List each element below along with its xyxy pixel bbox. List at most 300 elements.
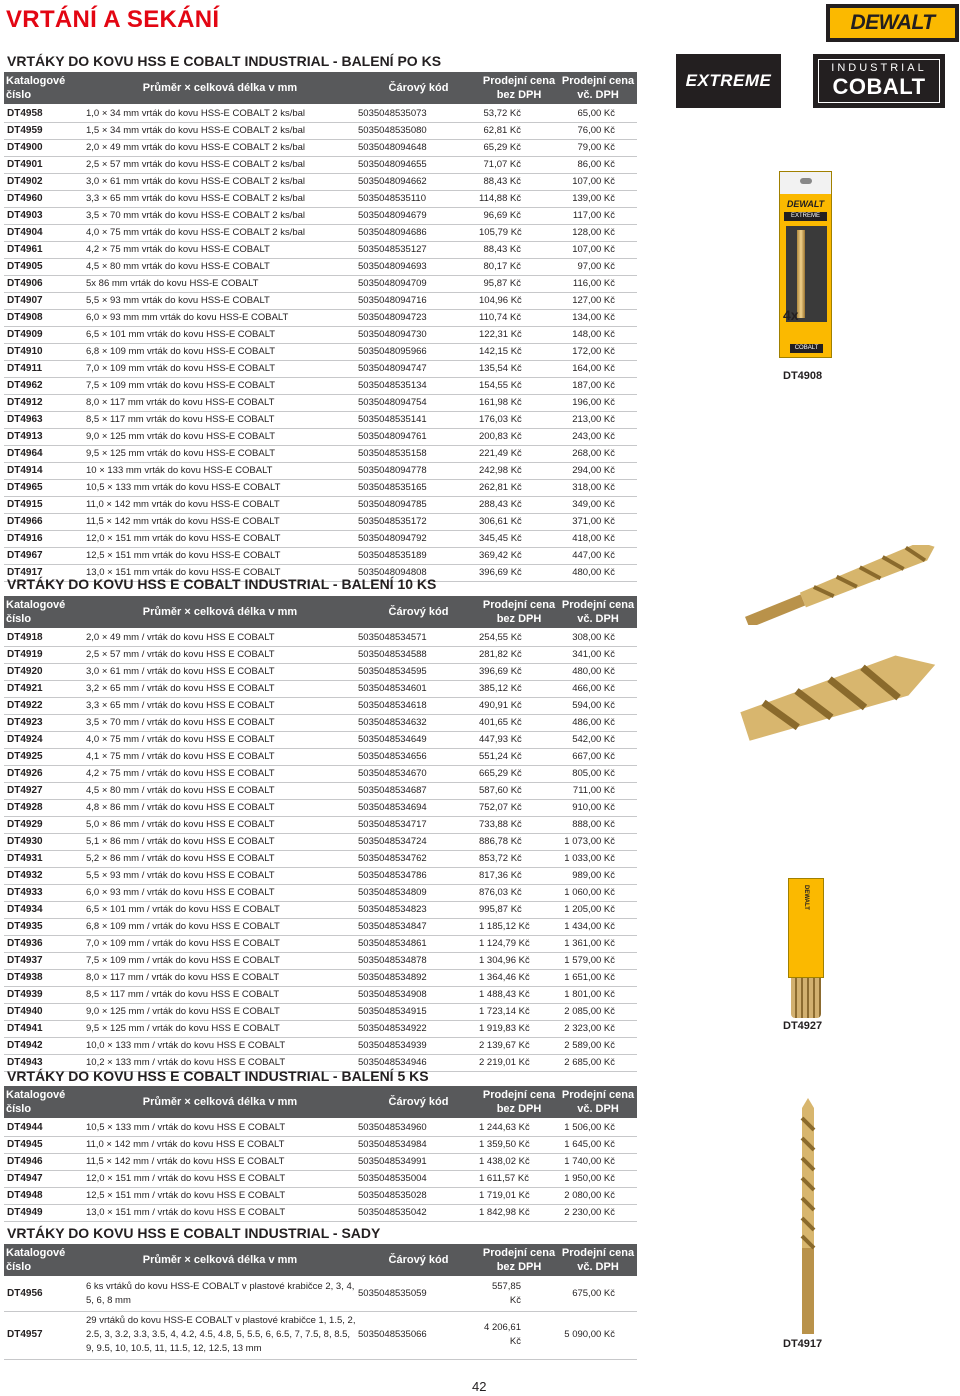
price-with-vat: 542,00 Kč xyxy=(559,732,637,749)
barcode: 5035048094723 xyxy=(358,310,479,327)
catalog-number: DT4934 xyxy=(4,902,82,919)
table-row xyxy=(4,208,637,225)
table-row xyxy=(4,647,637,664)
product-description: 3,5 × 70 mm / vrták do kovu HSS E COBALT xyxy=(82,715,358,732)
col-header-price-vat: Prodejní cena vč. DPH xyxy=(559,596,637,629)
price-with-vat: 65,00 Kč xyxy=(559,105,637,123)
price-with-vat: 268,00 Kč xyxy=(559,446,637,463)
price-with-vat: 371,00 Kč xyxy=(559,514,637,531)
product-table xyxy=(4,1244,637,1360)
table-row xyxy=(4,463,637,480)
catalog-number: DT4916 xyxy=(4,531,82,548)
table-row xyxy=(4,698,637,715)
price-without-vat: 254,55 Kč xyxy=(479,629,559,647)
long-drill-bit-image xyxy=(784,1098,834,1336)
price-without-vat: 88,43 Kč xyxy=(479,242,559,259)
barcode: 5035048534960 xyxy=(358,1119,479,1137)
product-description: 10,5 × 133 mm vrták do kovu HSS-E COBALT xyxy=(82,480,358,497)
product-description: 3,3 × 65 mm / vrták do kovu HSS E COBALT xyxy=(82,698,358,715)
col-header-barcode: Čárový kód xyxy=(358,1086,479,1119)
table-row xyxy=(4,327,637,344)
price-without-vat: 105,79 Kč xyxy=(479,225,559,242)
price-with-vat: 447,00 Kč xyxy=(559,548,637,565)
catalog-number: DT4945 xyxy=(4,1137,82,1154)
price-with-vat: 805,00 Kč xyxy=(559,766,637,783)
catalog-number: DT4927 xyxy=(4,783,82,800)
barcode: 5035048535158 xyxy=(358,446,479,463)
table-row xyxy=(4,395,637,412)
price-without-vat: 88,43 Kč xyxy=(479,174,559,191)
product-description: 6,8 × 109 mm / vrták do kovu HSS E COBALT xyxy=(82,919,358,936)
price-without-vat: 1 364,46 Kč xyxy=(479,970,559,987)
barcode: 5035048094648 xyxy=(358,140,479,157)
price-without-vat: 490,91 Kč xyxy=(479,698,559,715)
barcode: 5035048534717 xyxy=(358,817,479,834)
price-with-vat: 134,00 Kč xyxy=(559,310,637,327)
price-with-vat: 1 073,00 Kč xyxy=(559,834,637,851)
catalog-number: DT4931 xyxy=(4,851,82,868)
col-header-barcode: Čárový kód xyxy=(358,1244,479,1277)
barcode: 5035048094662 xyxy=(358,174,479,191)
product-table xyxy=(4,596,637,1072)
table-row xyxy=(4,514,637,531)
price-with-vat: 418,00 Kč xyxy=(559,531,637,548)
price-without-vat: 122,31 Kč xyxy=(479,327,559,344)
catalog-number: DT4913 xyxy=(4,429,82,446)
price-without-vat: 396,69 Kč xyxy=(479,565,559,582)
barcode: 5035048094709 xyxy=(358,276,479,293)
catalog-number: DT4947 xyxy=(4,1171,82,1188)
catalog-number: DT4926 xyxy=(4,766,82,783)
catalog-number: DT4933 xyxy=(4,885,82,902)
price-without-vat: 1 304,96 Kč xyxy=(479,953,559,970)
catalog-number: DT4935 xyxy=(4,919,82,936)
table-row xyxy=(4,1038,637,1055)
catalog-number: DT4939 xyxy=(4,987,82,1004)
price-with-vat: 2 230,00 Kč xyxy=(559,1205,637,1222)
product-description: 9,0 × 125 mm / vrták do kovu HSS E COBALT xyxy=(82,1004,358,1021)
table-row xyxy=(4,1154,637,1171)
price-without-vat: 876,03 Kč xyxy=(479,885,559,902)
price-without-vat: 104,96 Kč xyxy=(479,293,559,310)
price-without-vat: 306,61 Kč xyxy=(479,514,559,531)
table-row xyxy=(4,783,637,800)
barcode: 5035048094792 xyxy=(358,531,479,548)
drill-bit-package-image: DEWALT EXTREME 4x COBALT xyxy=(779,171,832,358)
price-without-vat: 2 219,01 Kč xyxy=(479,1055,559,1072)
barcode: 5035048094693 xyxy=(358,259,479,276)
price-with-vat: 107,00 Kč xyxy=(559,174,637,191)
table-row xyxy=(4,361,637,378)
product-description: 6,0 × 93 mm mm vrták do kovu HSS-E COBALT xyxy=(82,310,358,327)
catalog-number: DT4949 xyxy=(4,1205,82,1222)
product-description: 3,0 × 61 mm vrták do kovu HSS-E COBALT 2 ks/bal xyxy=(82,174,358,191)
table-row xyxy=(4,1188,637,1205)
barcode: 5035048535110 xyxy=(358,191,479,208)
table-row xyxy=(4,1004,637,1021)
price-with-vat: 196,00 Kč xyxy=(559,395,637,412)
barcode: 5035048534649 xyxy=(358,732,479,749)
product-description: 5,0 × 86 mm / vrták do kovu HSS E COBALT xyxy=(82,817,358,834)
catalog-number: DT4957 xyxy=(4,1312,82,1360)
barcode: 5035048534939 xyxy=(358,1038,479,1055)
product-description: 7,0 × 109 mm vrták do kovu HSS-E COBALT xyxy=(82,361,358,378)
price-without-vat: 345,45 Kč xyxy=(479,531,559,548)
table-row xyxy=(4,1277,637,1312)
product-table xyxy=(4,1086,637,1222)
price-without-vat: 817,36 Kč xyxy=(479,868,559,885)
col-header-code: Katalogové číslo xyxy=(4,1086,82,1119)
price-without-vat: 1 919,83 Kč xyxy=(479,1021,559,1038)
barcode: 5035048534946 xyxy=(358,1055,479,1072)
price-without-vat: 114,88 Kč xyxy=(479,191,559,208)
table-row xyxy=(4,987,637,1004)
barcode: 5035048534878 xyxy=(358,953,479,970)
product-description: 29 vrtáků do kovu HSS-E COBALT v plastové krabičce 1, 1.5, 2, 2.5, 3, 3.2, 3.3, 3.5, 4, 4.2, 4.5, 4.8, 5, 5.5, 6, 6.5, 7, 7.5, 8, 8.5, 9, 9.5, 10, 10.5, 11, 11.5, 12, 12.5, 13 mm xyxy=(82,1312,358,1360)
product-description: 10,5 × 133 mm / vrták do kovu HSS E COBALT xyxy=(82,1119,358,1137)
price-with-vat: 107,00 Kč xyxy=(559,242,637,259)
col-header-code: Katalogové číslo xyxy=(4,1244,82,1277)
col-header-desc: Průměr × celková délka v mm xyxy=(82,72,358,105)
price-without-vat: 176,03 Kč xyxy=(479,412,559,429)
price-with-vat: 164,00 Kč xyxy=(559,361,637,378)
price-with-vat: 1 801,00 Kč xyxy=(559,987,637,1004)
table-row xyxy=(4,259,637,276)
price-without-vat: 1 438,02 Kč xyxy=(479,1154,559,1171)
price-without-vat: 1 185,12 Kč xyxy=(479,919,559,936)
product-description: 6,5 × 101 mm vrták do kovu HSS-E COBALT xyxy=(82,327,358,344)
catalog-number: DT4930 xyxy=(4,834,82,851)
barcode: 5035048094747 xyxy=(358,361,479,378)
product-description: 2,0 × 49 mm vrták do kovu HSS-E COBALT 2 ks/bal xyxy=(82,140,358,157)
catalog-number: DT4956 xyxy=(4,1277,82,1312)
table-row xyxy=(4,446,637,463)
barcode: 5035048534571 xyxy=(358,629,479,647)
price-with-vat: 594,00 Kč xyxy=(559,698,637,715)
table-row xyxy=(4,548,637,565)
product-description: 2,0 × 49 mm / vrták do kovu HSS E COBALT xyxy=(82,629,358,647)
barcode: 5035048535059 xyxy=(358,1277,479,1312)
catalog-number: DT4961 xyxy=(4,242,82,259)
product-description: 11,0 × 142 mm / vrták do kovu HSS E COBALT xyxy=(82,1137,358,1154)
page-title: VRTÁNÍ A SEKÁNÍ xyxy=(6,6,220,33)
table-row xyxy=(4,681,637,698)
table-row xyxy=(4,715,637,732)
price-without-vat: 853,72 Kč xyxy=(479,851,559,868)
table-header-row xyxy=(4,1244,637,1277)
product-description: 10,0 × 133 mm / vrták do kovu HSS E COBALT xyxy=(82,1038,358,1055)
barcode: 5035048534762 xyxy=(358,851,479,868)
price-without-vat: 752,07 Kč xyxy=(479,800,559,817)
table-header-row xyxy=(4,596,637,629)
barcode: 5035048534656 xyxy=(358,749,479,766)
product-description: 5,5 × 93 mm / vrták do kovu HSS E COBALT xyxy=(82,868,358,885)
price-without-vat: 447,93 Kč xyxy=(479,732,559,749)
price-without-vat: 288,43 Kč xyxy=(479,497,559,514)
product-description: 4,8 × 86 mm / vrták do kovu HSS E COBALT xyxy=(82,800,358,817)
price-without-vat: 71,07 Kč xyxy=(479,157,559,174)
barcode: 5035048094655 xyxy=(358,157,479,174)
price-with-vat: 1 950,00 Kč xyxy=(559,1171,637,1188)
catalog-number: DT4923 xyxy=(4,715,82,732)
table-row xyxy=(4,242,637,259)
price-without-vat: 262,81 Kč xyxy=(479,480,559,497)
barcode: 5035048534694 xyxy=(358,800,479,817)
product-description: 4,1 × 75 mm / vrták do kovu HSS E COBALT xyxy=(82,749,358,766)
product-description: 11,5 × 142 mm vrták do kovu HSS-E COBALT xyxy=(82,514,358,531)
price-without-vat: 161,98 Kč xyxy=(479,395,559,412)
price-without-vat: 665,29 Kč xyxy=(479,766,559,783)
col-header-desc: Průměr × celková délka v mm xyxy=(82,1244,358,1277)
price-without-vat: 369,42 Kč xyxy=(479,548,559,565)
barcode: 5035048534991 xyxy=(358,1154,479,1171)
catalog-number: DT4960 xyxy=(4,191,82,208)
price-with-vat: 667,00 Kč xyxy=(559,749,637,766)
price-with-vat: 2 589,00 Kč xyxy=(559,1038,637,1055)
catalog-number: DT4914 xyxy=(4,463,82,480)
col-header-price-net: Prodejní cena bez DPH xyxy=(479,1086,559,1119)
barcode: 5035048095966 xyxy=(358,344,479,361)
price-with-vat: 243,00 Kč xyxy=(559,429,637,446)
table-row xyxy=(4,157,637,174)
barcode: 5035048534892 xyxy=(358,970,479,987)
price-with-vat: 1 651,00 Kč xyxy=(559,970,637,987)
catalog-number: DT4941 xyxy=(4,1021,82,1038)
barcode: 5035048534823 xyxy=(358,902,479,919)
barcode: 5035048535189 xyxy=(358,548,479,565)
catalog-number: DT4900 xyxy=(4,140,82,157)
product-description: 13,0 × 151 mm vrták do kovu HSS-E COBALT xyxy=(82,565,358,582)
col-header-price-vat: Prodejní cena vč. DPH xyxy=(559,1244,637,1277)
product-description: 4,0 × 75 mm / vrták do kovu HSS E COBALT xyxy=(82,732,358,749)
barcode: 5035048094778 xyxy=(358,463,479,480)
product-description: 13,0 × 151 mm / vrták do kovu HSS E COBALT xyxy=(82,1205,358,1222)
product-description: 6,5 × 101 mm / vrták do kovu HSS E COBALT xyxy=(82,902,358,919)
table-row xyxy=(4,105,637,123)
price-without-vat: 2 139,67 Kč xyxy=(479,1038,559,1055)
product-description: 3,2 × 65 mm / vrták do kovu HSS E COBALT xyxy=(82,681,358,698)
catalog-number: DT4915 xyxy=(4,497,82,514)
barcode: 5035048094730 xyxy=(358,327,479,344)
image-caption: DT4908 xyxy=(783,370,823,382)
catalog-number: DT4964 xyxy=(4,446,82,463)
barcode: 5035048534724 xyxy=(358,834,479,851)
catalog-number: DT4902 xyxy=(4,174,82,191)
price-with-vat: 989,00 Kč xyxy=(559,868,637,885)
catalog-number: DT4903 xyxy=(4,208,82,225)
catalog-number: DT4912 xyxy=(4,395,82,412)
product-description: 8,0 × 117 mm / vrták do kovu HSS E COBALT xyxy=(82,970,358,987)
catalog-number: DT4948 xyxy=(4,1188,82,1205)
barcode: 5035048535141 xyxy=(358,412,479,429)
catalog-number: DT4962 xyxy=(4,378,82,395)
catalog-number: DT4932 xyxy=(4,868,82,885)
product-description: 9,5 × 125 mm vrták do kovu HSS-E COBALT xyxy=(82,446,358,463)
barcode: 5035048534595 xyxy=(358,664,479,681)
table-row xyxy=(4,868,637,885)
table-row xyxy=(4,378,637,395)
section-title: VRTÁKY DO KOVU HSS E COBALT INDUSTRIAL - BALENÍ 10 KS xyxy=(7,576,437,592)
product-description: 9,5 × 125 mm / vrták do kovu HSS E COBALT xyxy=(82,1021,358,1038)
price-without-vat: 62,81 Kč xyxy=(479,123,559,140)
price-with-vat: 318,00 Kč xyxy=(559,480,637,497)
price-without-vat: 65,29 Kč xyxy=(479,140,559,157)
price-without-vat: 1 719,01 Kč xyxy=(479,1188,559,1205)
price-with-vat: 2 080,00 Kč xyxy=(559,1188,637,1205)
drill-bit-image xyxy=(735,640,950,750)
price-without-vat: 1 124,79 Kč xyxy=(479,936,559,953)
barcode: 5035048534786 xyxy=(358,868,479,885)
barcode: 5035048534984 xyxy=(358,1137,479,1154)
price-without-vat: 396,69 Kč xyxy=(479,664,559,681)
barcode: 5035048534922 xyxy=(358,1021,479,1038)
price-with-vat: 79,00 Kč xyxy=(559,140,637,157)
table-row xyxy=(4,970,637,987)
price-with-vat: 888,00 Kč xyxy=(559,817,637,834)
price-without-vat: 1 359,50 Kč xyxy=(479,1137,559,1154)
table-row xyxy=(4,174,637,191)
price-without-vat: 281,82 Kč xyxy=(479,647,559,664)
product-description: 11,0 × 142 mm vrták do kovu HSS-E COBALT xyxy=(82,497,358,514)
price-with-vat: 1 740,00 Kč xyxy=(559,1154,637,1171)
table-row xyxy=(4,293,637,310)
image-caption: DT4927 xyxy=(783,1020,823,1032)
col-header-desc: Průměr × celková délka v mm xyxy=(82,596,358,629)
product-description: 8,5 × 117 mm / vrták do kovu HSS E COBALT xyxy=(82,987,358,1004)
table-row xyxy=(4,766,637,783)
price-with-vat: 1 434,00 Kč xyxy=(559,919,637,936)
barcode: 5035048094686 xyxy=(358,225,479,242)
price-with-vat: 910,00 Kč xyxy=(559,800,637,817)
price-without-vat: 200,83 Kč xyxy=(479,429,559,446)
price-without-vat: 385,12 Kč xyxy=(479,681,559,698)
price-without-vat: 242,98 Kč xyxy=(479,463,559,480)
product-description: 3,3 × 65 mm vrták do kovu HSS-E COBALT 2 ks/bal xyxy=(82,191,358,208)
barcode: 5035048535080 xyxy=(358,123,479,140)
barcode: 5035048535172 xyxy=(358,514,479,531)
barcode: 5035048534908 xyxy=(358,987,479,1004)
price-without-vat: 886,78 Kč xyxy=(479,834,559,851)
price-without-vat: 1 723,14 Kč xyxy=(479,1004,559,1021)
barcode: 5035048534618 xyxy=(358,698,479,715)
product-description: 8,5 × 117 mm vrták do kovu HSS-E COBALT xyxy=(82,412,358,429)
table-row xyxy=(4,1137,637,1154)
price-without-vat: 1 488,43 Kč xyxy=(479,987,559,1004)
table-row xyxy=(4,936,637,953)
price-without-vat: 95,87 Kč xyxy=(479,276,559,293)
price-with-vat: 308,00 Kč xyxy=(559,629,637,647)
table-header-row xyxy=(4,1086,637,1119)
price-without-vat: 80,17 Kč xyxy=(479,259,559,276)
catalog-number: DT4936 xyxy=(4,936,82,953)
catalog-number: DT4908 xyxy=(4,310,82,327)
table-row xyxy=(4,817,637,834)
product-description: 8,0 × 117 mm vrták do kovu HSS-E COBALT xyxy=(82,395,358,412)
product-description: 12,5 × 151 mm / vrták do kovu HSS E COBALT xyxy=(82,1188,358,1205)
price-with-vat: 1 033,00 Kč xyxy=(559,851,637,868)
price-with-vat: 116,00 Kč xyxy=(559,276,637,293)
table-row xyxy=(4,429,637,446)
barcode: 5035048535165 xyxy=(358,480,479,497)
price-with-vat: 187,00 Kč xyxy=(559,378,637,395)
catalog-number: DT4909 xyxy=(4,327,82,344)
product-description: 2,5 × 57 mm vrták do kovu HSS-E COBALT 2 ks/bal xyxy=(82,157,358,174)
price-with-vat: 1 060,00 Kč xyxy=(559,885,637,902)
table-row xyxy=(4,310,637,327)
catalog-number: DT4963 xyxy=(4,412,82,429)
price-with-vat: 1 361,00 Kč xyxy=(559,936,637,953)
table-row xyxy=(4,1171,637,1188)
catalog-number: DT4929 xyxy=(4,817,82,834)
catalog-number: DT4965 xyxy=(4,480,82,497)
barcode: 5035048535127 xyxy=(358,242,479,259)
table-row xyxy=(4,1205,637,1222)
barcode: 5035048094754 xyxy=(358,395,479,412)
product-description: 7,0 × 109 mm / vrták do kovu HSS E COBALT xyxy=(82,936,358,953)
price-without-vat: 154,55 Kč xyxy=(479,378,559,395)
catalog-number: DT4924 xyxy=(4,732,82,749)
price-with-vat: 480,00 Kč xyxy=(559,565,637,582)
price-with-vat: 349,00 Kč xyxy=(559,497,637,514)
table-row xyxy=(4,749,637,766)
section-title: VRTÁKY DO KOVU HSS E COBALT INDUSTRIAL - BALENÍ 5 KS xyxy=(7,1068,429,1084)
catalog-number: DT4907 xyxy=(4,293,82,310)
col-header-price-vat: Prodejní cena vč. DPH xyxy=(559,72,637,105)
barcode: 5035048094716 xyxy=(358,293,479,310)
table-row xyxy=(4,1312,637,1360)
barcode: 5035048534847 xyxy=(358,919,479,936)
catalog-number: DT4937 xyxy=(4,953,82,970)
price-with-vat: 1 506,00 Kč xyxy=(559,1119,637,1137)
catalog-number: DT4938 xyxy=(4,970,82,987)
barcode: 5035048534687 xyxy=(358,783,479,800)
section-title: VRTÁKY DO KOVU HSS E COBALT INDUSTRIAL - BALENÍ PO KS xyxy=(7,53,442,69)
price-without-vat: 135,54 Kč xyxy=(479,361,559,378)
price-without-vat: 221,49 Kč xyxy=(479,446,559,463)
section-title: VRTÁKY DO KOVU HSS E COBALT INDUSTRIAL - SADY xyxy=(7,1225,381,1241)
product-description: 7,5 × 109 mm / vrták do kovu HSS E COBALT xyxy=(82,953,358,970)
price-without-vat: 995,87 Kč xyxy=(479,902,559,919)
product-description: 11,5 × 142 mm / vrták do kovu HSS E COBALT xyxy=(82,1154,358,1171)
barcode: 5035048535066 xyxy=(358,1312,479,1360)
barcode: 5035048535042 xyxy=(358,1205,479,1222)
catalog-number: DT4925 xyxy=(4,749,82,766)
barcode: 5035048535004 xyxy=(358,1171,479,1188)
catalog-number: DT4911 xyxy=(4,361,82,378)
catalog-number: DT4921 xyxy=(4,681,82,698)
col-header-barcode: Čárový kód xyxy=(358,596,479,629)
catalog-number: DT4918 xyxy=(4,629,82,647)
price-without-vat: 96,69 Kč xyxy=(479,208,559,225)
product-description: 12,0 × 151 mm / vrták do kovu HSS E COBALT xyxy=(82,1171,358,1188)
table-row xyxy=(4,1119,637,1137)
product-description: 10,2 × 133 mm / vrták do kovu HSS E COBALT xyxy=(82,1055,358,1072)
product-description: 2,5 × 57 mm / vrták do kovu HSS E COBALT xyxy=(82,647,358,664)
price-without-vat: 1 244,63 Kč xyxy=(479,1119,559,1137)
barcode: 5035048094808 xyxy=(358,565,479,582)
product-description: 4,2 × 75 mm / vrták do kovu HSS E COBALT xyxy=(82,766,358,783)
product-description: 5,5 × 93 mm vrták do kovu HSS-E COBALT xyxy=(82,293,358,310)
product-description: 1,5 × 34 mm vrták do kovu HSS-E COBALT 2 ks/bal xyxy=(82,123,358,140)
price-with-vat: 1 205,00 Kč xyxy=(559,902,637,919)
price-without-vat: 587,60 Kč xyxy=(479,783,559,800)
table-row xyxy=(4,885,637,902)
catalog-number: DT4942 xyxy=(4,1038,82,1055)
price-without-vat: 401,65 Kč xyxy=(479,715,559,732)
col-header-code: Katalogové číslo xyxy=(4,596,82,629)
table-row xyxy=(4,412,637,429)
drill-bit-image xyxy=(730,545,950,625)
